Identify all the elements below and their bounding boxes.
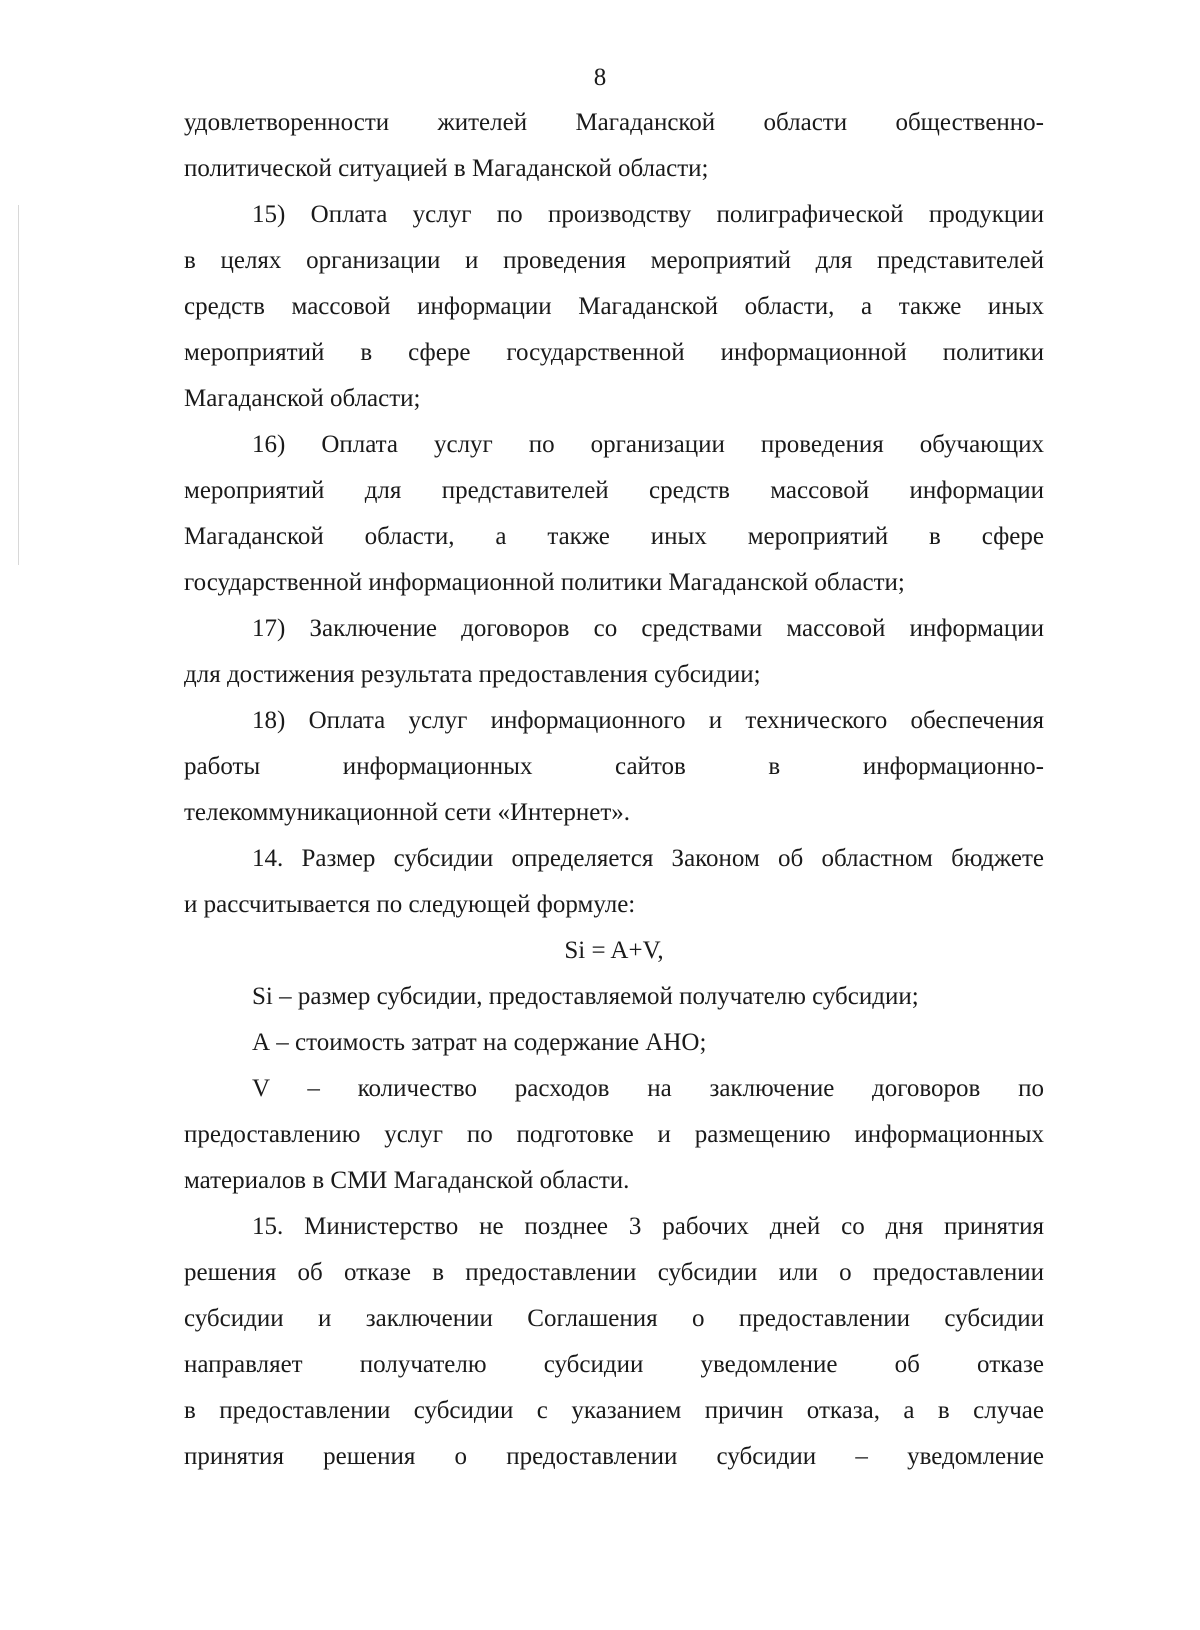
text-line: и рассчитывается по следующей формуле:	[184, 891, 636, 918]
text-line: мероприятий для представителей средств массовой информации	[184, 477, 1044, 504]
text-line: решения об отказе в предоставлении субсидии или о предоставлении	[184, 1259, 1044, 1286]
text-line: телекоммуникационной сети «Интернет».	[184, 799, 631, 826]
document-body	[184, 100, 1044, 1480]
text-line: удовлетворенности жителей Магаданской области общественно-	[184, 109, 1044, 136]
formula: Si = A+V,	[564, 937, 664, 964]
clause-14: 14. Размер субсидии определяется Законом об областном бюджете	[252, 845, 1044, 872]
list-item-18: 18) Оплата услуг информационного и технического обеспечения	[252, 707, 1044, 734]
formula-definition-si: Si – размер субсидии, предоставляемой получателю субсидии;	[252, 983, 919, 1010]
text-line: мероприятий в сфере государственной информационной политики	[184, 339, 1044, 366]
text-line: Магаданской области;	[184, 385, 421, 412]
text-line: работы информационных сайтов в информационно-	[184, 753, 1044, 780]
text-line: предоставлению услуг по подготовке и размещению информационных	[184, 1121, 1044, 1148]
clause-15: 15. Министерство не позднее 3 рабочих дней со дня принятия	[252, 1213, 1044, 1240]
text-line: в предоставлении субсидии с указанием причин отказа, а в случае	[184, 1397, 1044, 1424]
scan-edge-mark	[18, 205, 19, 565]
formula-definition-v: V – количество расходов на заключение договоров по	[252, 1075, 1044, 1102]
text-line: Магаданской области, а также иных мероприятий в сфере	[184, 523, 1044, 550]
page-number: 8	[593, 64, 607, 91]
text-line: в целях организации и проведения мероприятий для представителей	[184, 247, 1044, 274]
text-line: государственной информационной политики Магаданской области;	[184, 569, 905, 596]
text-line: средств массовой информации Магаданской области, а также иных	[184, 293, 1044, 320]
text-line: субсидии и заключении Соглашения о предоставлении субсидии	[184, 1305, 1044, 1332]
text-line: материалов в СМИ Магаданской области.	[184, 1167, 630, 1194]
text-line: принятия решения о предоставлении субсидии – уведомление	[184, 1443, 1044, 1470]
text-line: политической ситуацией в Магаданской области;	[184, 155, 709, 182]
text-line: для достижения результата предоставления субсидии;	[184, 661, 761, 688]
text-line: направляет получателю субсидии уведомление об отказе	[184, 1351, 1044, 1378]
list-item-17: 17) Заключение договоров со средствами массовой информации	[252, 615, 1044, 642]
list-item-16: 16) Оплата услуг по организации проведения обучающих	[252, 431, 1044, 458]
list-item-15: 15) Оплата услуг по производству полиграфической продукции	[252, 201, 1044, 228]
formula-definition-a: А – стоимость затрат на содержание АНО;	[252, 1029, 707, 1056]
